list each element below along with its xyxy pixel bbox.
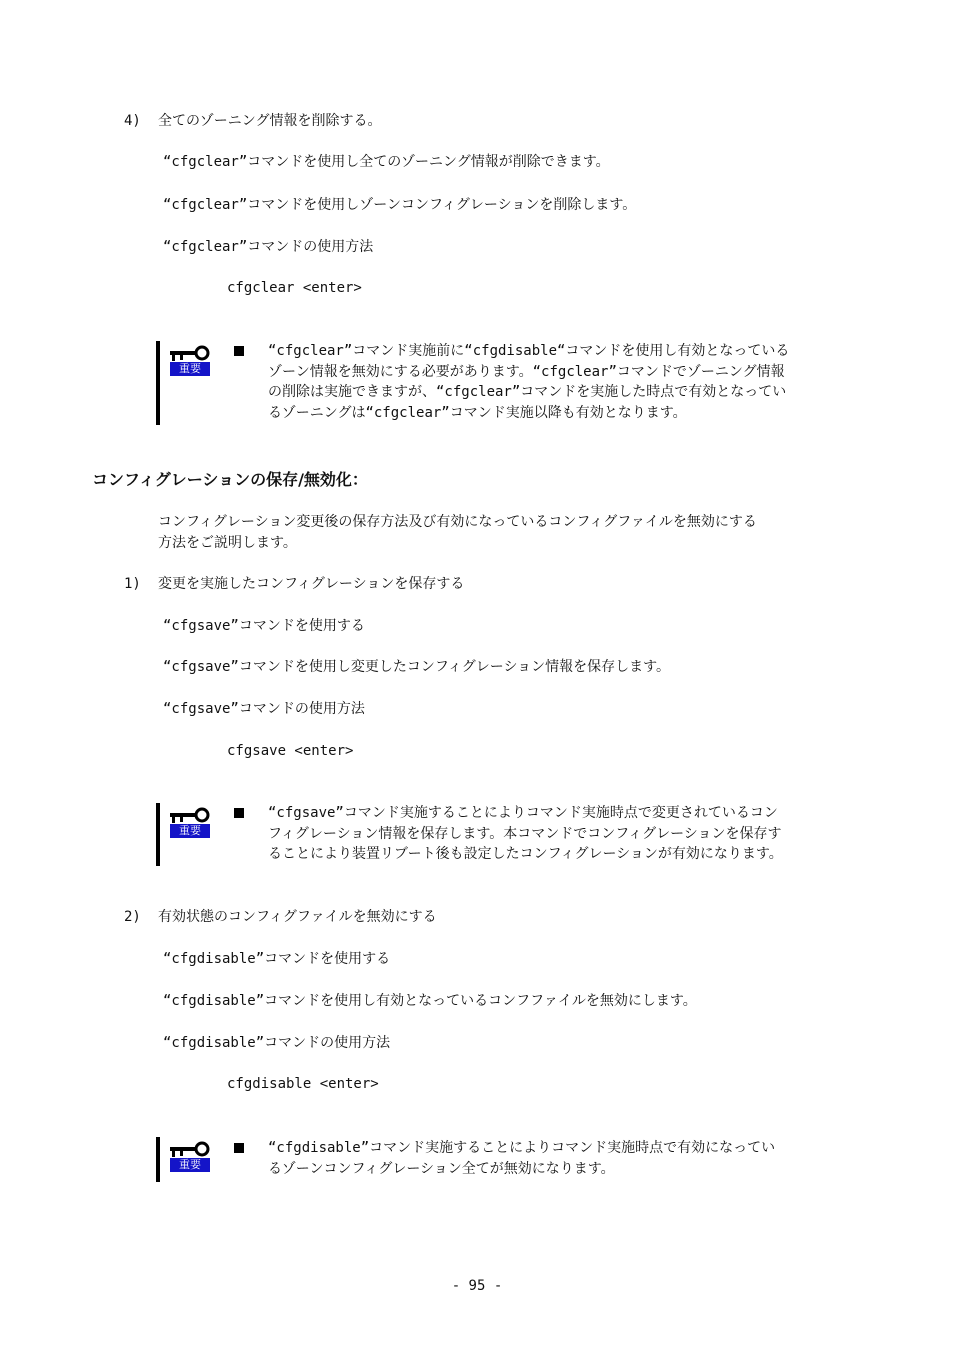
usage-label: “cfgdisable”コマンドの使用方法	[163, 1035, 391, 1051]
command-example: cfgclear <enter>	[227, 280, 362, 296]
bullet-icon	[234, 346, 244, 356]
intro-line: コンフィグレーション変更後の保存方法及び有効になっているコンフィグファイルを無効にする	[158, 514, 757, 530]
command-example: cfgdisable <enter>	[227, 1076, 379, 1092]
important-badge: 重要	[170, 362, 210, 376]
note-text	[268, 1138, 860, 1179]
note-bar	[156, 341, 160, 425]
note-line: ゾーン情報を無効にする必要があります。“cfgclear”コマンドでゾーニング情報	[268, 363, 785, 380]
paragraph: “cfgsave”コマンドを使用し変更したコンフィグレーション情報を保存します。	[163, 659, 671, 675]
item-title-1: 変更を実施したコンフィグレーションを保存する	[158, 576, 465, 592]
note-bar	[156, 803, 160, 866]
intro-paragraph	[158, 512, 757, 553]
section-heading: コンフィグレーションの保存/無効化：	[92, 470, 368, 489]
note-line: フィグレーション情報を保存します。本コマンドでコンフィグレーションを保存す	[268, 825, 782, 842]
note-line: ることにより装置リブート後も設定したコンフィグレーションが有効になります。	[268, 846, 783, 862]
command-example: cfgsave <enter>	[227, 743, 354, 759]
key-icon	[168, 807, 212, 841]
paragraph: “cfgclear”コマンドを使用し全てのゾーニング情報が削除できます。	[163, 154, 610, 170]
note-line: “cfgdisable”コマンド実施することによりコマンド実施時点で有効になってい	[268, 1140, 776, 1156]
intro-line: 方法をご説明します。	[158, 534, 297, 551]
usage-label: “cfgsave”コマンドの使用方法	[163, 701, 365, 717]
item-number-4: 4)	[124, 113, 141, 129]
paragraph: “cfgdisable”コマンドを使用し有効となっているコンフファイルを無効にします。	[163, 993, 697, 1009]
bullet-icon	[234, 808, 244, 818]
note-line: の削除は実施できますが、“cfgclear”コマンドを実施した時点で有効となってい	[268, 384, 787, 400]
note-line: るゾーンコンフィグレーション全てが無効になります。	[268, 1160, 615, 1177]
key-icon	[168, 1141, 212, 1175]
paragraph: “cfgsave”コマンドを使用する	[163, 618, 365, 634]
note-text	[268, 341, 860, 423]
paragraph: “cfgdisable”コマンドを使用する	[163, 951, 391, 967]
item-number-1: 1)	[124, 576, 141, 592]
bullet-icon	[234, 1143, 244, 1153]
page-number: - 95 -	[451, 1278, 503, 1294]
key-icon	[168, 345, 212, 379]
usage-label: “cfgclear”コマンドの使用方法	[163, 239, 374, 255]
important-badge: 重要	[170, 824, 210, 838]
important-badge: 重要	[170, 1158, 210, 1172]
item-title-4: 全てのゾーニング情報を削除する。	[158, 113, 382, 129]
item-title-2: 有効状態のコンフィグファイルを無効にする	[158, 909, 437, 925]
note-line: るゾーニングは“cfgclear”コマンド実施以降も有効となります。	[268, 404, 687, 421]
note-line: “cfgsave”コマンド実施することによりコマンド実施時点で変更されているコン	[268, 805, 778, 821]
item-number-2: 2)	[124, 909, 141, 925]
note-bar	[156, 1137, 160, 1182]
paragraph: “cfgclear”コマンドを使用しゾーンコンフィグレーションを削除します。	[163, 197, 637, 213]
note-text	[268, 803, 860, 865]
note-line: “cfgclear”コマンド実施前に“cfgdisable“コマンドを使用し有効となっている	[268, 343, 790, 359]
